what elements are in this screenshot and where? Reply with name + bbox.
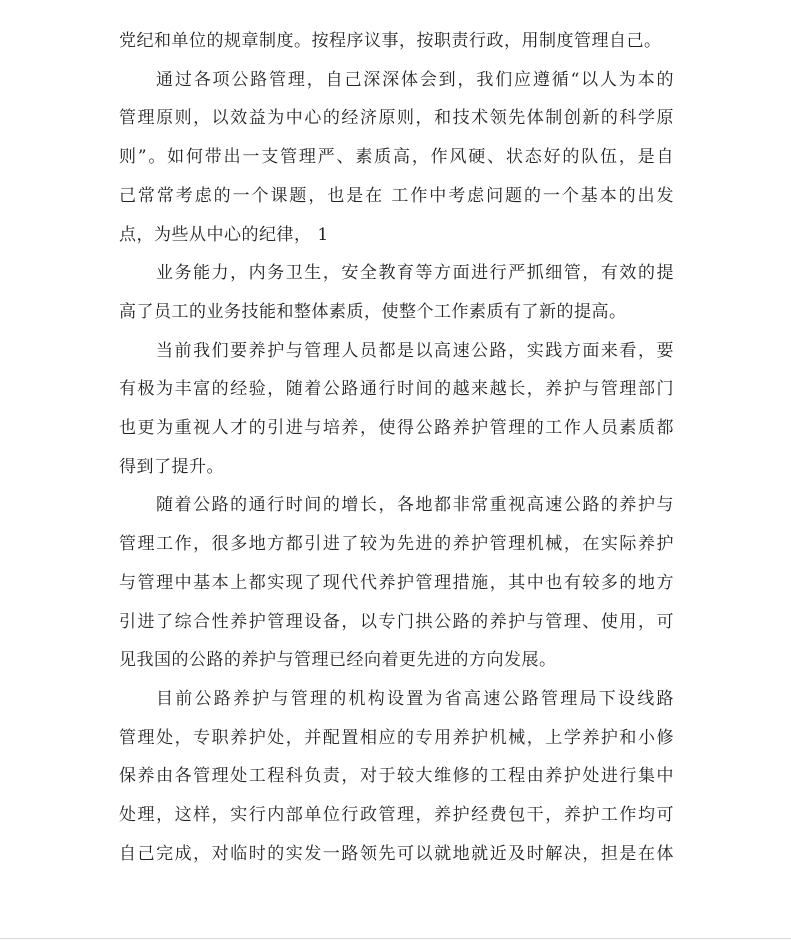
text-line: 得到了提升。 [119, 456, 224, 477]
text-line: 当前我们要养护与管理人员都是以高速公路，实践方面来看，要 [156, 340, 674, 361]
text-line: 也更为重视人才的引进与培养，使得公路养护管理的工作人员素质都 [119, 418, 674, 438]
text-line: 通过各项公路管理，自己深深体会到，我们应遵循“以人为本的 [156, 69, 674, 90]
text-line: 管理原则，以效益为中心的经济原则，和技术领先体制创新的科学原 [119, 108, 674, 129]
text-line: 业务能力，内务卫生，安全教育等方面进行严抓细管，有效的提 [156, 263, 674, 284]
text-line: 目前公路养护与管理的机构设置为省高速公路管理局下设线路 [156, 688, 674, 709]
text-line: 保养由各管理处工程科负责，对于较大维修的工程由养护处进行集中 [119, 766, 674, 787]
text-line: 引进了综合性养护管理设备，以专门拱公路的养护与管理、使用，可 [119, 611, 674, 632]
text-line: 与管理中基本上都实现了现代代养护管理措施，其中也有较多的地方 [119, 572, 674, 593]
text-line: 处理，这样，实行内部单位行政管理，养护经费包干，养护工作均可 [119, 805, 674, 825]
text-line: 随着公路的通行时间的增长，各地都非常重视高速公路的养护与 [156, 495, 674, 516]
text-line: 自己完成，对临时的实发一路领先可以就地就近及时解决，担是在体 [119, 843, 674, 864]
text-line: 党纪和单位的规章制度。按程序议事，按职责行政，用制度管理自己。 [119, 31, 662, 51]
text-line: 己常常考虑的一个课题，也是在 工作中考虑问题的一个基本的出发 [119, 185, 674, 206]
page-bottom-divider [0, 938, 791, 939]
text-line: 点，为些从中心的纪律， 1 [119, 224, 329, 245]
text-line: 见我国的公路的养护与管理已经向着更先进的方向发展。 [119, 650, 557, 671]
text-line: 管理工作，很多地方都引进了较为先进的养护管理机械，在实际养护 [119, 534, 674, 555]
text-line: 高了员工的业务技能和整体素质，使整个工作素质有了新的提高。 [119, 301, 627, 322]
text-line: 有极为丰富的经验，随着公路通行时间的越来越长，养护与管理部门 [119, 379, 674, 400]
text-line: 则”。如何带出一支管理严、素质高，作风硬、状态好的队伍，是自 [119, 147, 674, 168]
text-line: 管理处，专职养护处，并配置相应的专用养护机械，上学养护和小修 [119, 727, 674, 748]
